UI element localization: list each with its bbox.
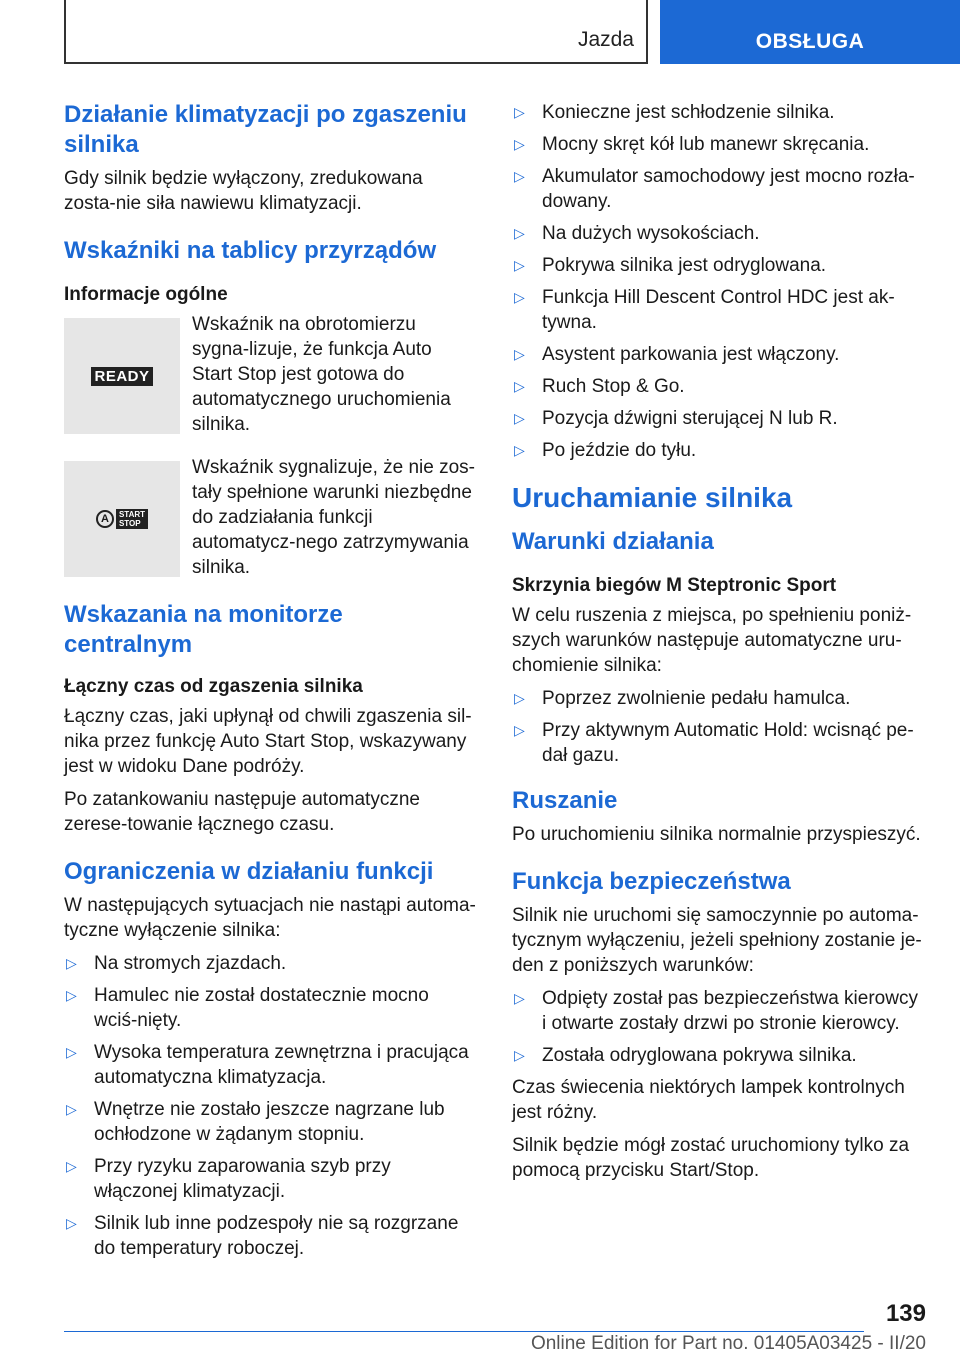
section-ac-after-off [64, 100, 476, 216]
paragraph: Wskaźnik na obrotomierzu sygna-lizuje, że funkcja Auto Start Stop jest gotowa do automatycznego uruchomienia silnika. [192, 314, 451, 435]
header-bar [64, 0, 648, 64]
triangle-bullet-icon: ▷ [514, 722, 525, 738]
conditions-list [512, 686, 922, 768]
list-item: ▷ Konieczne jest schłodzenie silnika. [514, 102, 835, 123]
list-item: ▷ Na stromych zjazdach. [66, 953, 287, 974]
paragraph: Łączny czas, jaki upłynął od chwili zgaszenia sil-nika przez funkcję Auto Start Stop, wskazywany jest w widoku Dane podróży. [64, 706, 472, 777]
section-title: Ruszanie [512, 787, 618, 814]
triangle-bullet-icon: ▷ [66, 1044, 77, 1060]
triangle-bullet-icon: ▷ [66, 987, 77, 1003]
indicator-start-stop-off [64, 455, 476, 580]
triangle-bullet-icon: ▷ [514, 136, 525, 152]
triangle-bullet-icon: ▷ [514, 378, 525, 394]
triangle-bullet-icon: ▷ [514, 1047, 525, 1063]
list-item: ▷ Pozycja dźwigni sterującej N lub R. [514, 408, 838, 429]
limitations-list-continued [512, 100, 922, 463]
triangle-bullet-icon: ▷ [514, 104, 525, 120]
paragraph: Po zatankowaniu następuje automatyczne zerese-towanie łącznego czasu. [64, 789, 420, 835]
section-title: Funkcja bezpieczeństwa [512, 868, 791, 895]
list-item: ▷ Odpięty został pas bezpieczeństwa kierowcy i otwarte zostały drzwi po stronie kierowcy. [514, 988, 918, 1034]
limitations-list [64, 951, 476, 1261]
triangle-bullet-icon: ▷ [514, 289, 525, 305]
list-item: ▷ Po jeździe do tyłu. [514, 440, 697, 461]
left-column [64, 100, 476, 1281]
list-item: ▷ Mocny skręt kół lub manewr skręcania. [514, 134, 870, 155]
indicator-ready [64, 312, 476, 437]
triangle-bullet-icon: ▷ [514, 346, 525, 362]
triangle-bullet-icon: ▷ [514, 168, 525, 184]
triangle-bullet-icon: ▷ [514, 410, 525, 426]
paragraph: Po uruchomieniu silnika normalnie przyspieszyć. [512, 824, 921, 845]
section-title: Wskaźniki na tablicy przyrządów [64, 237, 437, 264]
list-item: ▷ Pokrywa silnika jest odryglowana. [514, 255, 827, 276]
section-title: Ograniczenia w działaniu funkcji [64, 858, 434, 885]
list-item: ▷ Ruch Stop & Go. [514, 376, 685, 397]
page-number: 139 [885, 1300, 926, 1327]
section-title: Warunki działania [512, 528, 714, 555]
list-item: ▷ Poprzez zwolnienie pedału hamulca. [514, 688, 851, 709]
list-item: ▷ Na dużych wysokościach. [514, 223, 760, 244]
triangle-bullet-icon: ▷ [514, 442, 525, 458]
list-item: ▷ Funkcja Hill Descent Control HDC jest ak-tywna. [514, 287, 895, 333]
triangle-bullet-icon: ▷ [514, 257, 525, 273]
list-item: ▷ Przy ryzyku zaparowania szyb przy włączonej klimatyzacji. [66, 1156, 391, 1202]
chapter-title: Uruchamianie silnika [512, 482, 793, 513]
footer-edition: Online Edition for Part no. 01405A03425 - II/20 [530, 1333, 926, 1354]
header-tab: OBSŁUGA [660, 0, 960, 64]
footer-divider [64, 1331, 864, 1332]
list-item: ▷ Silnik lub inne podzespoły nie są rozgrzane do temperatury roboczej. [66, 1213, 459, 1259]
safety-list [512, 986, 922, 1068]
list-item: ▷ Wnętrze nie zostało jeszcze nagrzane lub ochłodzone w żądanym stopniu. [66, 1099, 445, 1145]
list-item: ▷ Asystent parkowania jest włączony. [514, 344, 840, 365]
start-stop-indicator-image [64, 461, 180, 577]
paragraph: Czas świecenia niektórych lampek kontrolnych jest różny. [512, 1077, 905, 1123]
subsection-title: Łączny czas od zgaszenia silnika [64, 676, 363, 697]
paragraph: W następujących sytuacjach nie nastąpi automa-tyczne wyłączenie silnika: [64, 895, 476, 941]
section-limitations [64, 857, 476, 1261]
triangle-bullet-icon: ▷ [66, 1215, 77, 1231]
paragraph: Silnik będzie mógł zostać uruchomiony tylko za pomocą przycisku Start/Stop. [512, 1135, 910, 1181]
triangle-bullet-icon: ▷ [514, 225, 525, 241]
subsection-title: Skrzynia biegów M Steptronic Sport [512, 575, 837, 596]
triangle-bullet-icon: ▷ [66, 955, 77, 971]
ready-icon: READY [91, 367, 152, 386]
paragraph: Silnik nie uruchomi się samoczynnie po automa-tycznym wyłączeniu, jeżeli spełniony zostanie je-den z poniższych warunków: [512, 905, 922, 976]
paragraph: W celu ruszenia z miejsca, po spełnieniu poniż-szych warunków następuje automatyczne uru-chomienie silnika: [512, 605, 912, 676]
section-instrument-indicators [64, 236, 476, 580]
triangle-bullet-icon: ▷ [66, 1158, 77, 1174]
header-section-title: Jazda [577, 28, 634, 51]
paragraph: Gdy silnik będzie wyłączony, zredukowana zosta-nie siła nawiewu klimatyzacji. [64, 168, 423, 214]
ready-indicator-image [64, 318, 180, 434]
list-item: ▷ Została odryglowana pokrywa silnika. [514, 1045, 857, 1066]
right-column [512, 100, 922, 1191]
list-item: ▷ Wysoka temperatura zewnętrzna i pracująca automatyczna klimatyzacja. [66, 1042, 469, 1088]
section-title: Wskazania na monitorze centralnym [64, 601, 343, 658]
list-item: ▷ Hamulec nie został dostatecznie mocno wciś-nięty. [66, 985, 429, 1031]
section-central-monitor [64, 600, 476, 837]
list-item: ▷ Przy aktywnym Automatic Hold: wcisnąć pe-dał gazu. [514, 720, 914, 766]
paragraph: Wskaźnik sygnalizuje, że nie zos-tały spełnione warunki niezbędne do zadziałania funkcji automatycz-nego zatrzymywania silnika. [192, 457, 475, 578]
section-title: Działanie klimatyzacji po zgaszeniu silnika [64, 101, 467, 158]
list-item: ▷ Akumulator samochodowy jest mocno rozła-dowany. [514, 166, 915, 212]
triangle-bullet-icon: ▷ [514, 990, 525, 1006]
triangle-bullet-icon: ▷ [66, 1101, 77, 1117]
subsection-title: Informacje ogólne [64, 284, 228, 305]
auto-start-stop-icon: A START STOP [96, 509, 148, 529]
triangle-bullet-icon: ▷ [514, 690, 525, 706]
